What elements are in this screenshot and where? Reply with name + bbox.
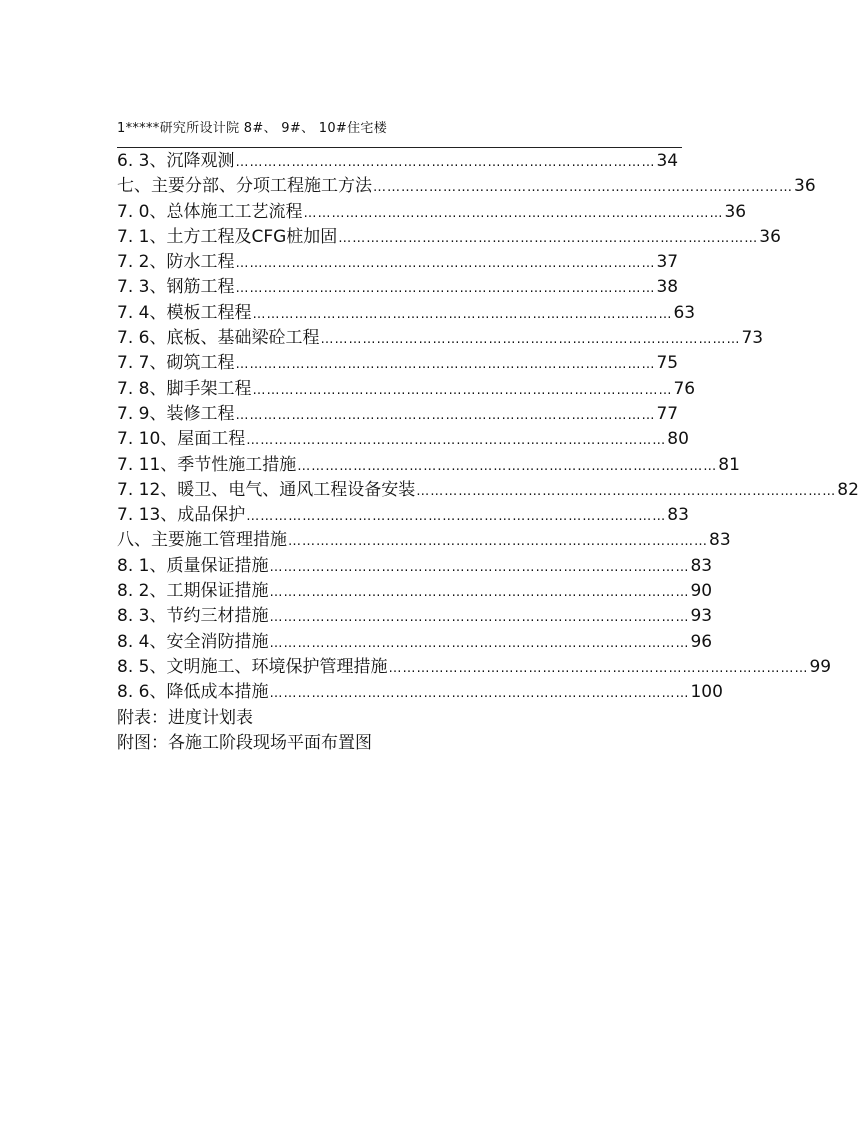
toc-number: 8. 6、 [117,682,167,703]
toc-entry[interactable] [117,630,713,655]
toc-leader: ……………………………………………………………………………… [252,306,673,322]
toc-number: 8. 3、 [117,606,167,627]
toc-leader: ……………………………………………………………………………… [269,686,690,702]
toc-entry[interactable] [117,604,713,629]
toc-page-number: 37 [656,252,679,273]
toc-number: 7. 9、 [117,403,167,424]
toc-leader: ……………………………………………………………………………… [388,660,809,676]
toc-title: 七、主要分部、分项工程施工方法 [117,176,372,197]
toc-number: 7. 10、 [117,429,178,450]
toc-entry[interactable] [117,579,713,604]
toc-title: 防水工程 [166,252,235,273]
appendix-entry[interactable] [117,706,673,731]
toc-page-number: 75 [656,353,679,374]
toc-leader: ……………………………………………………………………………… [303,205,724,221]
toc-page-number: 83 [690,555,713,576]
toc-page-number: 34 [656,151,679,171]
toc-number: 8. 4、 [117,631,167,652]
toc-title: 文明施工、环境保护管理措施 [166,656,388,677]
toc-entry[interactable] [117,200,747,225]
toc-entry[interactable] [117,275,679,300]
toc-page-number: 93 [690,606,713,627]
toc-page-number: 36 [794,176,816,197]
toc-page-number: 77 [656,403,679,424]
toc-page-number: 81 [718,454,740,475]
toc-number: 7. 7、 [117,353,167,374]
toc-page-number: 80 [667,429,689,450]
toc-number: 8. 1、 [117,555,167,576]
toc-page-number: 73 [741,328,764,349]
toc-leader: ……………………………………………………………………………… [320,332,741,348]
toc-number: 7. 12、 [117,479,178,500]
toc-leader: ……………………………………………………………………………… [269,635,690,651]
toc-page-number: 83 [667,505,689,526]
toc-number: 7. 6、 [117,328,167,349]
toc-leader: ……………………………………………………………………………… [246,433,667,449]
toc-title: 暖卫、电气、通风工程设备安装 [177,479,416,500]
toc-leader: ……………………………………………………………………………… [235,357,656,373]
toc-title: 附图：各施工阶段现场平面布置图 [117,732,372,753]
toc-title: 季节性施工措施 [177,454,297,475]
toc-entry[interactable] [117,326,764,351]
toc-number: 7. 11、 [117,454,178,475]
toc-number: 7. 2、 [117,252,167,273]
toc-entry[interactable] [117,225,781,250]
toc-title: 砌筑工程 [166,353,235,374]
toc-entry[interactable] [117,554,713,579]
toc-title: 沉降观测 [166,151,235,171]
toc-entry[interactable] [117,351,679,376]
toc-number: 7. 13、 [117,505,178,526]
toc-leader: ……………………………………………………………………………… [269,559,690,575]
toc-leader: ……………………………………………………………………………… [269,585,690,601]
toc-title: 工期保证措施 [166,581,269,602]
toc-entry[interactable] [117,427,689,452]
toc-number: 6. 3、 [117,151,167,171]
toc-entry[interactable] [117,655,832,680]
toc-page-number: 83 [709,530,731,551]
toc-leader: ……………………………………………………………………………… [373,180,793,196]
toc-page-number: 36 [724,201,747,222]
toc-title: 脚手架工程 [166,378,252,399]
toc-title: 安全消防措施 [166,631,269,652]
toc-leader: ……………………………………………………………………………… [235,155,656,170]
toc-page-number: 90 [690,581,713,602]
toc-entry[interactable] [117,680,723,705]
toc-title: 模板工程程 [166,302,252,323]
toc-entry[interactable] [117,301,696,326]
toc-page-number: 63 [673,302,696,323]
toc-entry[interactable] [117,528,731,553]
toc-title: 质量保证措施 [166,555,269,576]
toc-title: 节约三材措施 [166,606,269,627]
toc-leader: ……………………………………………………………………………… [246,509,667,525]
toc-title: 降低成本措施 [166,682,269,703]
toc-leader: ……………………………………………………………………………… [269,610,690,626]
header-text: 1*****研究所设计院 8#、 9#、 10#住宅楼 [117,121,388,136]
toc-title: 屋面工程 [177,429,246,450]
toc-entry[interactable] [117,149,679,174]
toc-title: 底板、基础梁砼工程 [166,328,320,349]
toc-leader: ……………………………………………………………………………… [235,407,656,423]
toc-title: 附表：进度计划表 [117,707,253,728]
toc-title: 总体施工工艺流程 [166,201,303,222]
toc-leader: ……………………………………………………………………………… [252,382,673,398]
toc-title: 八、主要施工管理措施 [117,530,287,551]
toc-title: 土方工程及CFG桩加固 [166,226,338,247]
toc-number: 8. 5、 [117,656,167,677]
toc-entry[interactable] [117,453,740,478]
toc-page-number: 76 [673,378,696,399]
toc-title: 钢筋工程 [166,277,235,298]
table-of-contents [117,149,859,756]
toc-title: 装修工程 [166,403,235,424]
toc-page-number: 36 [759,226,781,247]
toc-entry[interactable] [117,250,679,275]
toc-number: 7. 4、 [117,302,167,323]
toc-leader: ……………………………………………………………………………… [338,230,759,246]
toc-page-number: 82 [837,479,859,500]
toc-leader: ……………………………………………………………………………… [235,256,656,272]
toc-leader: ……………………………………………………………………………… [416,483,837,499]
toc-entry[interactable] [117,402,679,427]
toc-page-number: 38 [656,277,679,298]
toc-title: 成品保护 [177,505,246,526]
page-header [117,113,682,148]
toc-leader: ……………………………………………………………………………… [288,534,708,550]
toc-number: 7. 1、 [117,226,167,247]
toc-number: 8. 2、 [117,581,167,602]
toc-leader: ……………………………………………………………………………… [235,281,656,297]
appendix-entry[interactable] [117,731,673,756]
toc-number: 7. 3、 [117,277,167,298]
toc-entry[interactable] [117,478,859,503]
toc-leader: ……………………………………………………………………………… [297,458,718,474]
toc-number: 7. 0、 [117,201,167,222]
toc-entry[interactable] [117,174,816,199]
toc-page-number: 100 [690,682,723,703]
toc-page-number: 96 [690,631,713,652]
toc-entry[interactable] [117,503,689,528]
toc-number: 7. 8、 [117,378,167,399]
toc-page-number: 99 [809,656,832,677]
toc-entry[interactable] [117,377,696,402]
